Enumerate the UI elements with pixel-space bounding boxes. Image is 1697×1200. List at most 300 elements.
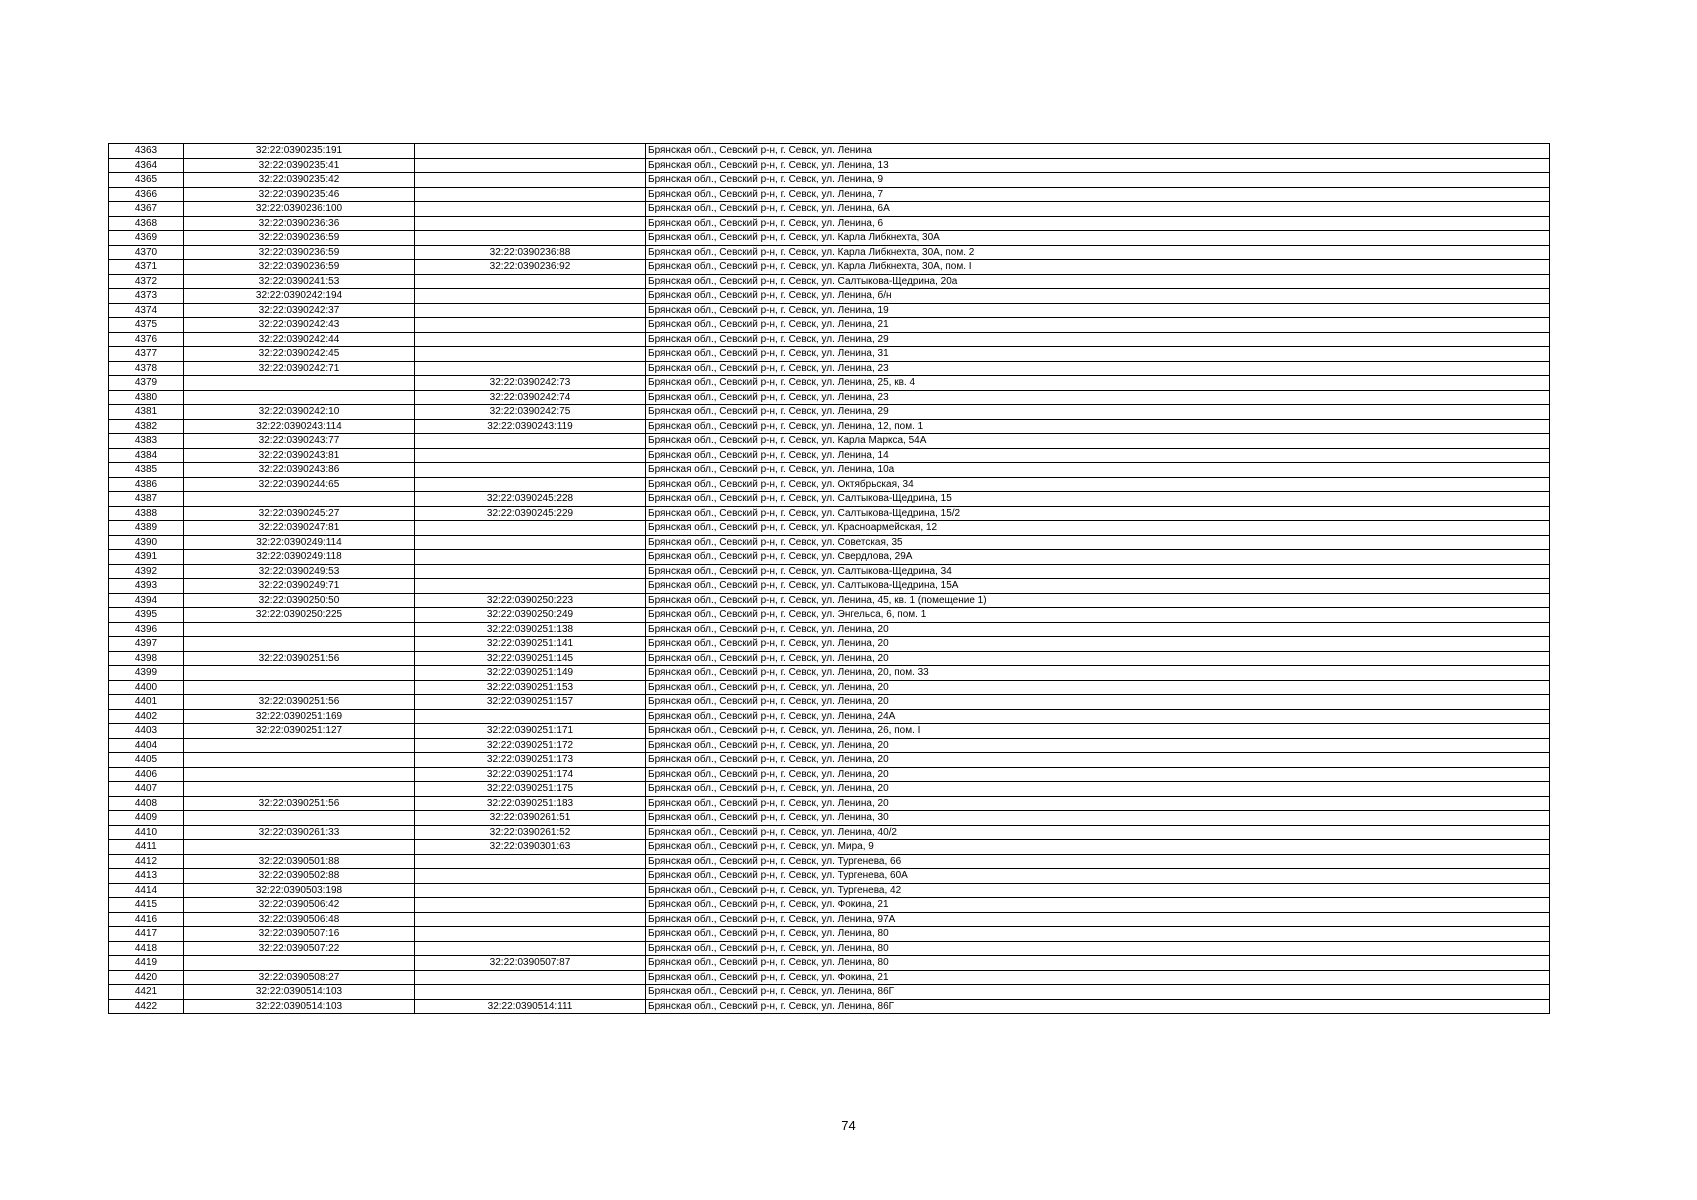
row-number-cell: 4421 xyxy=(109,985,184,1000)
table-row xyxy=(109,303,1550,318)
table-row xyxy=(109,825,1550,840)
address-cell: Брянская обл., Севский р-н, г. Севск, ул. Тургенева, 60А xyxy=(646,869,1550,884)
table-row xyxy=(109,347,1550,362)
related-cadastral-number-cell xyxy=(415,274,646,289)
related-cadastral-number-cell: 32:22:0390236:92 xyxy=(415,260,646,275)
related-cadastral-number-cell xyxy=(415,898,646,913)
address-cell: Брянская обл., Севский р-н, г. Севск, ул. Ленина, 29 xyxy=(646,405,1550,420)
address-cell: Брянская обл., Севский р-н, г. Севск, ул. Фокина, 21 xyxy=(646,970,1550,985)
cadastral-number-cell xyxy=(184,956,415,971)
related-cadastral-number-cell xyxy=(415,869,646,884)
related-cadastral-number-cell xyxy=(415,231,646,246)
table-row xyxy=(109,376,1550,391)
related-cadastral-number-cell xyxy=(415,564,646,579)
cadastral-number-cell: 32:22:0390235:41 xyxy=(184,158,415,173)
address-cell: Брянская обл., Севский р-н, г. Севск, ул. Ленина, 30 xyxy=(646,811,1550,826)
related-cadastral-number-cell: 32:22:0390242:75 xyxy=(415,405,646,420)
cadastral-number-cell xyxy=(184,376,415,391)
cadastral-number-cell: 32:22:0390241:53 xyxy=(184,274,415,289)
cadastral-number-cell: 32:22:0390243:86 xyxy=(184,463,415,478)
table-row xyxy=(109,318,1550,333)
table-row xyxy=(109,622,1550,637)
cadastral-number-cell: 32:22:0390250:50 xyxy=(184,593,415,608)
table-row xyxy=(109,927,1550,942)
address-cell: Брянская обл., Севский р-н, г. Севск, ул. Советская, 35 xyxy=(646,535,1550,550)
related-cadastral-number-cell: 32:22:0390507:87 xyxy=(415,956,646,971)
table-row xyxy=(109,202,1550,217)
cadastral-number-cell: 32:22:0390235:46 xyxy=(184,187,415,202)
table-row xyxy=(109,970,1550,985)
row-number-cell: 4365 xyxy=(109,173,184,188)
row-number-cell: 4370 xyxy=(109,245,184,260)
row-number-cell: 4406 xyxy=(109,767,184,782)
cadastral-number-cell: 32:22:0390236:59 xyxy=(184,260,415,275)
cadastral-number-cell: 32:22:0390251:56 xyxy=(184,796,415,811)
address-cell: Брянская обл., Севский р-н, г. Севск, ул. Салтыкова-Щедрина, 15 xyxy=(646,492,1550,507)
cadastral-number-cell: 32:22:0390242:194 xyxy=(184,289,415,304)
address-cell: Брянская обл., Севский р-н, г. Севск, ул. Ленина, 40/2 xyxy=(646,825,1550,840)
address-cell: Брянская обл., Севский р-н, г. Севск, ул. Тургенева, 42 xyxy=(646,883,1550,898)
table-row xyxy=(109,506,1550,521)
related-cadastral-number-cell xyxy=(415,970,646,985)
address-cell: Брянская обл., Севский р-н, г. Севск, ул. Карла Либкнехта, 30А, пом. I xyxy=(646,260,1550,275)
related-cadastral-number-cell xyxy=(415,883,646,898)
row-number-cell: 4380 xyxy=(109,390,184,405)
table-row xyxy=(109,405,1550,420)
table-row xyxy=(109,144,1550,159)
table-row xyxy=(109,187,1550,202)
cadastral-number-cell: 32:22:0390244:65 xyxy=(184,477,415,492)
table-row xyxy=(109,448,1550,463)
address-cell: Брянская обл., Севский р-н, г. Севск, ул. Ленина, 23 xyxy=(646,390,1550,405)
row-number-cell: 4395 xyxy=(109,608,184,623)
row-number-cell: 4389 xyxy=(109,521,184,536)
related-cadastral-number-cell xyxy=(415,216,646,231)
table-row xyxy=(109,796,1550,811)
table-row xyxy=(109,521,1550,536)
cadastral-number-cell xyxy=(184,666,415,681)
table-row xyxy=(109,173,1550,188)
table-row xyxy=(109,999,1550,1014)
table-row xyxy=(109,854,1550,869)
row-number-cell: 4364 xyxy=(109,158,184,173)
related-cadastral-number-cell: 32:22:0390243:119 xyxy=(415,419,646,434)
related-cadastral-number-cell xyxy=(415,521,646,536)
cadastral-number-cell: 32:22:0390507:22 xyxy=(184,941,415,956)
row-number-cell: 4381 xyxy=(109,405,184,420)
related-cadastral-number-cell: 32:22:0390251:174 xyxy=(415,767,646,782)
cadastral-number-cell: 32:22:0390243:81 xyxy=(184,448,415,463)
cadastral-number-cell: 32:22:0390242:43 xyxy=(184,318,415,333)
table-body xyxy=(109,144,1550,1014)
address-cell: Брянская обл., Севский р-н, г. Севск, ул. Тургенева, 66 xyxy=(646,854,1550,869)
row-number-cell: 4384 xyxy=(109,448,184,463)
row-number-cell: 4417 xyxy=(109,927,184,942)
table-row xyxy=(109,158,1550,173)
cadastral-number-cell: 32:22:0390242:45 xyxy=(184,347,415,362)
row-number-cell: 4387 xyxy=(109,492,184,507)
cadastral-number-cell: 32:22:0390514:103 xyxy=(184,985,415,1000)
table-row xyxy=(109,956,1550,971)
table-row xyxy=(109,651,1550,666)
address-cell: Брянская обл., Севский р-н, г. Севск, ул. Ленина, 80 xyxy=(646,927,1550,942)
related-cadastral-number-cell xyxy=(415,361,646,376)
address-cell: Брянская обл., Севский р-н, г. Севск, ул. Свердлова, 29А xyxy=(646,550,1550,565)
related-cadastral-number-cell: 32:22:0390261:51 xyxy=(415,811,646,826)
row-number-cell: 4368 xyxy=(109,216,184,231)
address-cell: Брянская обл., Севский р-н, г. Севск, ул. Салтыкова-Щедрина, 15/2 xyxy=(646,506,1550,521)
row-number-cell: 4372 xyxy=(109,274,184,289)
row-number-cell: 4366 xyxy=(109,187,184,202)
address-cell: Брянская обл., Севский р-н, г. Севск, ул. Ленина, 20 xyxy=(646,637,1550,652)
related-cadastral-number-cell: 32:22:0390301:63 xyxy=(415,840,646,855)
cadastral-number-cell: 32:22:0390249:114 xyxy=(184,535,415,550)
table-row xyxy=(109,883,1550,898)
address-cell: Брянская обл., Севский р-н, г. Севск, ул. Карла Либкнехта, 30А, пом. 2 xyxy=(646,245,1550,260)
cadastral-number-cell: 32:22:0390236:36 xyxy=(184,216,415,231)
cadastral-number-cell: 32:22:0390501:88 xyxy=(184,854,415,869)
related-cadastral-number-cell: 32:22:0390250:249 xyxy=(415,608,646,623)
cadastral-number-cell: 32:22:0390506:48 xyxy=(184,912,415,927)
cadastral-number-cell: 32:22:0390503:198 xyxy=(184,883,415,898)
cadastral-number-cell: 32:22:0390243:114 xyxy=(184,419,415,434)
row-number-cell: 4393 xyxy=(109,579,184,594)
cadastral-number-cell: 32:22:0390235:191 xyxy=(184,144,415,159)
address-cell: Брянская обл., Севский р-н, г. Севск, ул. Ленина, 29 xyxy=(646,332,1550,347)
cadastral-number-cell xyxy=(184,811,415,826)
row-number-cell: 4391 xyxy=(109,550,184,565)
table-row xyxy=(109,941,1550,956)
address-cell: Брянская обл., Севский р-н, г. Севск, ул. Ленина, 12, пом. 1 xyxy=(646,419,1550,434)
row-number-cell: 4413 xyxy=(109,869,184,884)
related-cadastral-number-cell: 32:22:0390251:172 xyxy=(415,738,646,753)
address-cell: Брянская обл., Севский р-н, г. Севск, ул. Ленина, 25, кв. 4 xyxy=(646,376,1550,391)
row-number-cell: 4404 xyxy=(109,738,184,753)
address-cell: Брянская обл., Севский р-н, г. Севск, ул. Ленина, 80 xyxy=(646,956,1550,971)
cadastral-number-cell: 32:22:0390502:88 xyxy=(184,869,415,884)
row-number-cell: 4369 xyxy=(109,231,184,246)
related-cadastral-number-cell: 32:22:0390251:157 xyxy=(415,695,646,710)
address-cell: Брянская обл., Севский р-н, г. Севск, ул. Мира, 9 xyxy=(646,840,1550,855)
table-row xyxy=(109,216,1550,231)
row-number-cell: 4409 xyxy=(109,811,184,826)
related-cadastral-number-cell xyxy=(415,347,646,362)
related-cadastral-number-cell xyxy=(415,318,646,333)
table-row xyxy=(109,564,1550,579)
address-cell: Брянская обл., Севский р-н, г. Севск, ул. Ленина, 20 xyxy=(646,796,1550,811)
table-row xyxy=(109,666,1550,681)
address-cell: Брянская обл., Севский р-н, г. Севск, ул. Энгельса, 6, пом. 1 xyxy=(646,608,1550,623)
related-cadastral-number-cell xyxy=(415,854,646,869)
table-row xyxy=(109,738,1550,753)
row-number-cell: 4401 xyxy=(109,695,184,710)
row-number-cell: 4403 xyxy=(109,724,184,739)
row-number-cell: 4396 xyxy=(109,622,184,637)
cadastral-number-cell: 32:22:0390245:27 xyxy=(184,506,415,521)
related-cadastral-number-cell xyxy=(415,941,646,956)
address-cell: Брянская обл., Севский р-н, г. Севск, ул. Ленина, 23 xyxy=(646,361,1550,376)
address-cell: Брянская обл., Севский р-н, г. Севск, ул. Ленина, 20 xyxy=(646,695,1550,710)
page-number: 74 xyxy=(841,1118,856,1133)
row-number-cell: 4412 xyxy=(109,854,184,869)
cadastral-number-cell: 32:22:0390508:27 xyxy=(184,970,415,985)
related-cadastral-number-cell xyxy=(415,550,646,565)
cadastral-number-cell: 32:22:0390242:10 xyxy=(184,405,415,420)
table-row xyxy=(109,912,1550,927)
address-cell: Брянская обл., Севский р-н, г. Севск, ул. Ленина, 9 xyxy=(646,173,1550,188)
related-cadastral-number-cell: 32:22:0390251:171 xyxy=(415,724,646,739)
cadastral-number-cell xyxy=(184,840,415,855)
table-row xyxy=(109,579,1550,594)
address-cell: Брянская обл., Севский р-н, г. Севск, ул. Ленина, 86Г xyxy=(646,985,1550,1000)
related-cadastral-number-cell xyxy=(415,912,646,927)
related-cadastral-number-cell xyxy=(415,535,646,550)
row-number-cell: 4394 xyxy=(109,593,184,608)
related-cadastral-number-cell xyxy=(415,709,646,724)
address-cell: Брянская обл., Севский р-н, г. Севск, ул. Ленина, 20 xyxy=(646,782,1550,797)
table-row xyxy=(109,767,1550,782)
table-row xyxy=(109,535,1550,550)
table-row xyxy=(109,840,1550,855)
table-row xyxy=(109,593,1550,608)
table-row xyxy=(109,637,1550,652)
cadastral-number-cell: 32:22:0390236:59 xyxy=(184,245,415,260)
address-cell: Брянская обл., Севский р-н, г. Севск, ул. Ленина, 26, пом. I xyxy=(646,724,1550,739)
table-row xyxy=(109,361,1550,376)
cadastral-number-cell xyxy=(184,622,415,637)
cadastral-number-cell xyxy=(184,753,415,768)
cadastral-number-cell xyxy=(184,680,415,695)
row-number-cell: 4410 xyxy=(109,825,184,840)
cadastral-number-cell: 32:22:0390235:42 xyxy=(184,173,415,188)
table-row xyxy=(109,332,1550,347)
address-cell: Брянская обл., Севский р-н, г. Севск, ул. Ленина, 6 xyxy=(646,216,1550,231)
address-cell: Брянская обл., Севский р-н, г. Севск, ул. Ленина, 24А xyxy=(646,709,1550,724)
row-number-cell: 4385 xyxy=(109,463,184,478)
row-number-cell: 4408 xyxy=(109,796,184,811)
row-number-cell: 4419 xyxy=(109,956,184,971)
related-cadastral-number-cell: 32:22:0390251:145 xyxy=(415,651,646,666)
table-row xyxy=(109,724,1550,739)
table-row xyxy=(109,695,1550,710)
cadastral-number-cell: 32:22:0390514:103 xyxy=(184,999,415,1014)
row-number-cell: 4420 xyxy=(109,970,184,985)
cadastral-number-cell: 32:22:0390506:42 xyxy=(184,898,415,913)
row-number-cell: 4363 xyxy=(109,144,184,159)
row-number-cell: 4416 xyxy=(109,912,184,927)
related-cadastral-number-cell xyxy=(415,202,646,217)
related-cadastral-number-cell: 32:22:0390251:149 xyxy=(415,666,646,681)
row-number-cell: 4415 xyxy=(109,898,184,913)
address-cell: Брянская обл., Севский р-н, г. Севск, ул. Ленина, 14 xyxy=(646,448,1550,463)
row-number-cell: 4405 xyxy=(109,753,184,768)
related-cadastral-number-cell xyxy=(415,579,646,594)
related-cadastral-number-cell xyxy=(415,434,646,449)
related-cadastral-number-cell: 32:22:0390514:111 xyxy=(415,999,646,1014)
row-number-cell: 4398 xyxy=(109,651,184,666)
row-number-cell: 4371 xyxy=(109,260,184,275)
cadastral-number-cell xyxy=(184,390,415,405)
table-row xyxy=(109,274,1550,289)
related-cadastral-number-cell: 32:22:0390251:173 xyxy=(415,753,646,768)
table-row xyxy=(109,985,1550,1000)
row-number-cell: 4383 xyxy=(109,434,184,449)
related-cadastral-number-cell: 32:22:0390251:141 xyxy=(415,637,646,652)
related-cadastral-number-cell xyxy=(415,463,646,478)
cadastral-number-cell: 32:22:0390243:77 xyxy=(184,434,415,449)
address-cell: Брянская обл., Севский р-н, г. Севск, ул. Ленина, 20, пом. 33 xyxy=(646,666,1550,681)
related-cadastral-number-cell xyxy=(415,303,646,318)
address-cell: Брянская обл., Севский р-н, г. Севск, ул. Ленина, 20 xyxy=(646,622,1550,637)
cadastral-number-cell: 32:22:0390249:118 xyxy=(184,550,415,565)
related-cadastral-number-cell xyxy=(415,158,646,173)
cadastral-number-cell: 32:22:0390236:100 xyxy=(184,202,415,217)
address-cell: Брянская обл., Севский р-н, г. Севск, ул. Ленина, 86Г xyxy=(646,999,1550,1014)
related-cadastral-number-cell: 32:22:0390242:74 xyxy=(415,390,646,405)
cadastral-number-cell: 32:22:0390242:44 xyxy=(184,332,415,347)
address-cell: Брянская обл., Севский р-н, г. Севск, ул. Фокина, 21 xyxy=(646,898,1550,913)
cadastral-table xyxy=(108,143,1550,1014)
row-number-cell: 4414 xyxy=(109,883,184,898)
row-number-cell: 4379 xyxy=(109,376,184,391)
row-number-cell: 4375 xyxy=(109,318,184,333)
table-row xyxy=(109,898,1550,913)
table-row xyxy=(109,753,1550,768)
cadastral-number-cell xyxy=(184,492,415,507)
address-cell: Брянская обл., Севский р-н, г. Севск, ул. Ленина, 31 xyxy=(646,347,1550,362)
cadastral-number-cell: 32:22:0390249:53 xyxy=(184,564,415,579)
address-cell: Брянская обл., Севский р-н, г. Севск, ул. Красноармейская, 12 xyxy=(646,521,1550,536)
address-cell: Брянская обл., Севский р-н, г. Севск, ул. Ленина, 7 xyxy=(646,187,1550,202)
related-cadastral-number-cell xyxy=(415,187,646,202)
row-number-cell: 4373 xyxy=(109,289,184,304)
cadastral-number-cell: 32:22:0390261:33 xyxy=(184,825,415,840)
related-cadastral-number-cell: 32:22:0390251:183 xyxy=(415,796,646,811)
table-row xyxy=(109,709,1550,724)
related-cadastral-number-cell: 32:22:0390245:228 xyxy=(415,492,646,507)
row-number-cell: 4418 xyxy=(109,941,184,956)
cadastral-number-cell xyxy=(184,637,415,652)
table-row xyxy=(109,231,1550,246)
table-row xyxy=(109,550,1550,565)
address-cell: Брянская обл., Севский р-н, г. Севск, ул. Салтыкова-Щедрина, 34 xyxy=(646,564,1550,579)
cadastral-number-cell xyxy=(184,782,415,797)
cadastral-number-cell: 32:22:0390242:37 xyxy=(184,303,415,318)
row-number-cell: 4386 xyxy=(109,477,184,492)
related-cadastral-number-cell: 32:22:0390251:175 xyxy=(415,782,646,797)
cadastral-number-cell: 32:22:0390247:81 xyxy=(184,521,415,536)
row-number-cell: 4392 xyxy=(109,564,184,579)
table-row xyxy=(109,869,1550,884)
cadastral-number-cell: 32:22:0390249:71 xyxy=(184,579,415,594)
related-cadastral-number-cell xyxy=(415,332,646,347)
address-cell: Брянская обл., Севский р-н, г. Севск, ул. Карла Либкнехта, 30А xyxy=(646,231,1550,246)
cadastral-number-cell: 32:22:0390250:225 xyxy=(184,608,415,623)
table-row xyxy=(109,434,1550,449)
row-number-cell: 4376 xyxy=(109,332,184,347)
table-row xyxy=(109,680,1550,695)
address-cell: Брянская обл., Севский р-н, г. Севск, ул. Ленина, 20 xyxy=(646,651,1550,666)
address-cell: Брянская обл., Севский р-н, г. Севск, ул. Ленина, 10а xyxy=(646,463,1550,478)
table-row xyxy=(109,782,1550,797)
cadastral-number-cell xyxy=(184,738,415,753)
row-number-cell: 4402 xyxy=(109,709,184,724)
address-cell: Брянская обл., Севский р-н, г. Севск, ул. Ленина, 45, кв. 1 (помещение 1) xyxy=(646,593,1550,608)
address-cell: Брянская обл., Севский р-н, г. Севск, ул. Ленина xyxy=(646,144,1550,159)
row-number-cell: 4388 xyxy=(109,506,184,521)
address-cell: Брянская обл., Севский р-н, г. Севск, ул. Ленина, 21 xyxy=(646,318,1550,333)
cadastral-number-cell: 32:22:0390251:127 xyxy=(184,724,415,739)
related-cadastral-number-cell: 32:22:0390261:52 xyxy=(415,825,646,840)
related-cadastral-number-cell: 32:22:0390245:229 xyxy=(415,506,646,521)
row-number-cell: 4411 xyxy=(109,840,184,855)
related-cadastral-number-cell xyxy=(415,289,646,304)
address-cell: Брянская обл., Севский р-н, г. Севск, ул. Ленина, 19 xyxy=(646,303,1550,318)
address-cell: Брянская обл., Севский р-н, г. Севск, ул. Ленина, б/н xyxy=(646,289,1550,304)
cadastral-number-cell: 32:22:0390507:16 xyxy=(184,927,415,942)
address-cell: Брянская обл., Севский р-н, г. Севск, ул. Ленина, 13 xyxy=(646,158,1550,173)
address-cell: Брянская обл., Севский р-н, г. Севск, ул. Ленина, 20 xyxy=(646,753,1550,768)
row-number-cell: 4400 xyxy=(109,680,184,695)
address-cell: Брянская обл., Севский р-н, г. Севск, ул. Ленина, 20 xyxy=(646,680,1550,695)
row-number-cell: 4397 xyxy=(109,637,184,652)
related-cadastral-number-cell: 32:22:0390242:73 xyxy=(415,376,646,391)
cadastral-number-cell: 32:22:0390236:59 xyxy=(184,231,415,246)
related-cadastral-number-cell: 32:22:0390250:223 xyxy=(415,593,646,608)
cadastral-number-cell: 32:22:0390251:169 xyxy=(184,709,415,724)
cadastral-number-cell: 32:22:0390242:71 xyxy=(184,361,415,376)
related-cadastral-number-cell xyxy=(415,985,646,1000)
row-number-cell: 4399 xyxy=(109,666,184,681)
row-number-cell: 4422 xyxy=(109,999,184,1014)
related-cadastral-number-cell: 32:22:0390236:88 xyxy=(415,245,646,260)
address-cell: Брянская обл., Севский р-н, г. Севск, ул. Октябрьская, 34 xyxy=(646,477,1550,492)
related-cadastral-number-cell xyxy=(415,144,646,159)
row-number-cell: 4382 xyxy=(109,419,184,434)
table-row xyxy=(109,477,1550,492)
table-row xyxy=(109,260,1550,275)
table-row xyxy=(109,463,1550,478)
related-cadastral-number-cell xyxy=(415,173,646,188)
row-number-cell: 4378 xyxy=(109,361,184,376)
related-cadastral-number-cell xyxy=(415,927,646,942)
address-cell: Брянская обл., Севский р-н, г. Севск, ул. Салтыкова-Щедрина, 15А xyxy=(646,579,1550,594)
table-row xyxy=(109,390,1550,405)
related-cadastral-number-cell xyxy=(415,448,646,463)
row-number-cell: 4367 xyxy=(109,202,184,217)
table-row xyxy=(109,811,1550,826)
address-cell: Брянская обл., Севский р-н, г. Севск, ул. Салтыкова-Щедрина, 20а xyxy=(646,274,1550,289)
cadastral-number-cell: 32:22:0390251:56 xyxy=(184,651,415,666)
cadastral-number-cell xyxy=(184,767,415,782)
row-number-cell: 4374 xyxy=(109,303,184,318)
row-number-cell: 4390 xyxy=(109,535,184,550)
row-number-cell: 4407 xyxy=(109,782,184,797)
address-cell: Брянская обл., Севский р-н, г. Севск, ул. Ленина, 6А xyxy=(646,202,1550,217)
address-cell: Брянская обл., Севский р-н, г. Севск, ул. Ленина, 80 xyxy=(646,941,1550,956)
table-row xyxy=(109,245,1550,260)
related-cadastral-number-cell xyxy=(415,477,646,492)
cadastral-number-cell: 32:22:0390251:56 xyxy=(184,695,415,710)
table-row xyxy=(109,492,1550,507)
table-row xyxy=(109,419,1550,434)
address-cell: Брянская обл., Севский р-н, г. Севск, ул. Ленина, 20 xyxy=(646,767,1550,782)
address-cell: Брянская обл., Севский р-н, г. Севск, ул. Ленина, 97А xyxy=(646,912,1550,927)
address-cell: Брянская обл., Севский р-н, г. Севск, ул. Карла Маркса, 54А xyxy=(646,434,1550,449)
table-row xyxy=(109,608,1550,623)
address-cell: Брянская обл., Севский р-н, г. Севск, ул. Ленина, 20 xyxy=(646,738,1550,753)
related-cadastral-number-cell: 32:22:0390251:138 xyxy=(415,622,646,637)
